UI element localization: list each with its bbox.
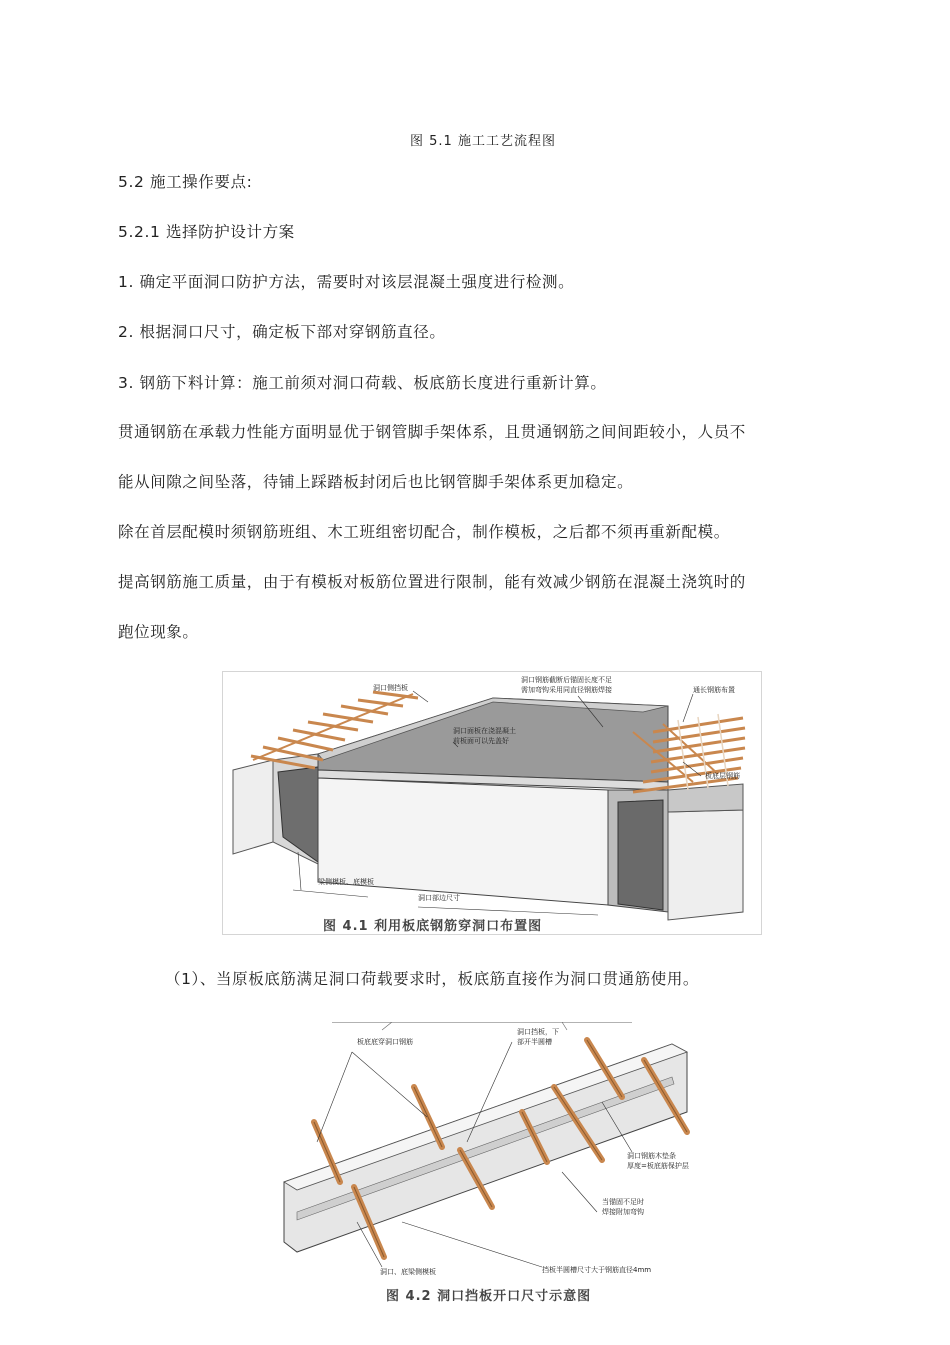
figure-opening-layout: [222, 671, 762, 935]
fig1-label-side-board: 洞口侧挡板: [373, 684, 408, 692]
fig1-label-anchor-note-2: 需加弯钩采用同直径钢筋焊接: [521, 686, 612, 694]
fig2-label-baffle-1: 洞口挡板，下: [517, 1028, 559, 1036]
figure2-caption: 图 4.2 洞口挡板开口尺寸示意图: [386, 1289, 592, 1304]
list-item-3: 3. 钢筋下料计算：施工前须对洞口荷载、板底筋长度进行重新计算。: [118, 374, 607, 392]
fig2-label-baffle-2: 部开半圆槽: [517, 1038, 552, 1046]
figure-opening-layout-drawing: [223, 672, 761, 934]
fig1-label-opening-size: 洞口部边尺寸: [418, 894, 460, 902]
fig2-label-anchor-1: 当锚固不足时: [602, 1198, 644, 1206]
fig1-label-top-concrete-1: 洞口面板在浇混凝土: [453, 727, 516, 735]
paragraph-line-3: 除在首层配模时须钢筋班组、木工班组密切配合，制作模板，之后都不须再重新配模。: [118, 523, 730, 541]
flow-figure-caption: 图 5.1 施工工艺流程图: [410, 134, 556, 149]
paragraph-line-1: 贯通钢筋在承载力性能方面明显优于钢管脚手架体系，且贯通钢筋之间间距较小，人员不: [118, 423, 746, 441]
fig1-label-anchor-note-1: 洞口钢筋截断后锚固长度不足: [521, 676, 612, 684]
fig2-label-groove: 挡板半圆槽尺寸大于钢筋直径4mm: [542, 1266, 652, 1274]
figure-baffle-opening-drawing: [272, 1022, 711, 1307]
subsection-heading: 5.2.1 选择防护设计方案: [118, 223, 295, 241]
figure-baffle-opening: [272, 1022, 711, 1307]
fig2-label-wood-pad-1: 洞口钢筋木垫条: [627, 1152, 676, 1160]
figure1-caption: 图 4.1 利用板底钢筋穿洞口布置图: [323, 919, 543, 934]
fig1-label-beam-form: 梁侧模板、底模板: [318, 878, 374, 886]
list-item-1: 1. 确定平面洞口防护方法，需要时对该层混凝土强度进行检测。: [118, 273, 575, 291]
fig1-label-through-rebar: 通长钢筋布置: [693, 686, 735, 694]
fig2-label-bottom-rebar: 板底底穿洞口钢筋: [357, 1038, 413, 1046]
figure1-note: （1）、当原板底筋满足洞口荷载要求时，板底筋直接作为洞口贯通筋使用。: [165, 970, 700, 988]
fig1-label-top-concrete-2: 前板面可以先盖好: [453, 737, 509, 745]
fig2-label-anchor-2: 焊接附加弯钩: [602, 1208, 644, 1216]
paragraph-line-5: 跑位现象。: [118, 623, 199, 641]
paragraph-line-4: 提高钢筋施工质量，由于有模板对板筋位置进行限制，能有效减少钢筋在混凝土浇筑时的: [118, 573, 746, 591]
list-item-2: 2. 根据洞口尺寸，确定板下部对穿钢筋直径。: [118, 323, 446, 341]
fig2-label-side-form: 洞口、底梁侧模板: [380, 1268, 436, 1276]
paragraph-line-2: 能从间隙之间坠落，待铺上踩踏板封闭后也比钢管脚手架体系更加稳定。: [118, 473, 634, 491]
section-heading: 5.2 施工操作要点:: [118, 173, 253, 191]
fig1-label-bottom-rebar: 板底层钢筋: [705, 772, 740, 780]
fig2-label-wood-pad-2: 厚度=板底筋保护层: [627, 1162, 689, 1170]
